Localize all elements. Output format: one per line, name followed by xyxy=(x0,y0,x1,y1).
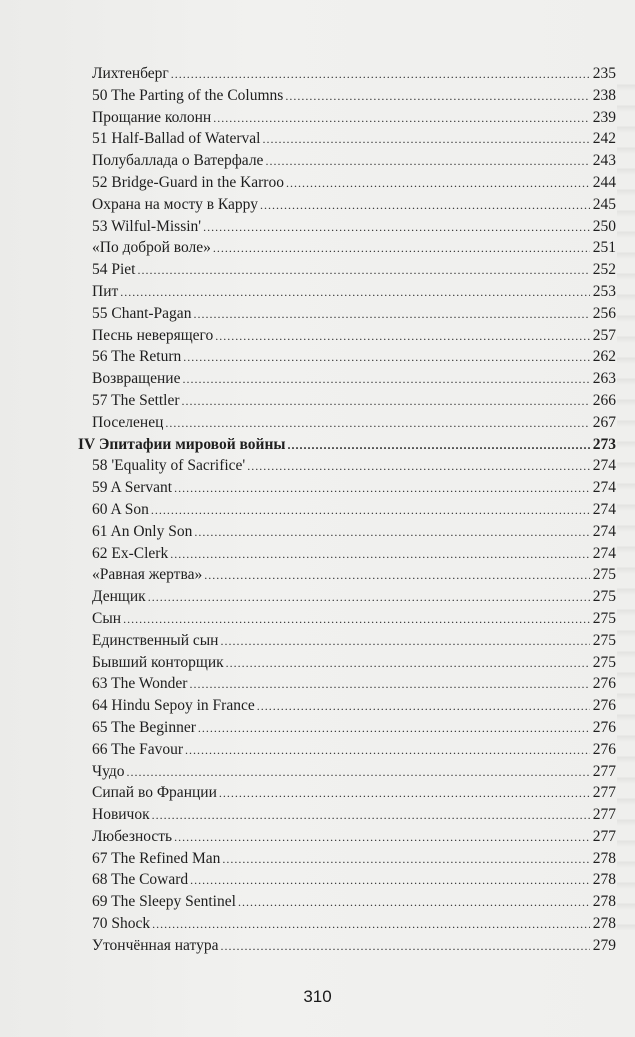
toc-entry-page: 279 xyxy=(592,936,616,954)
toc-entry-page: 251 xyxy=(592,239,616,257)
dot-leader xyxy=(219,783,590,805)
toc-entry-title: Возвращение xyxy=(92,370,181,388)
toc-entry-title: Полубаллада о Ватерфале xyxy=(92,152,264,170)
toc-entry-title: «Равная жертва» xyxy=(92,566,203,584)
toc-entry-title: 56 The Return xyxy=(92,348,182,366)
toc-entry xyxy=(78,608,616,630)
toc-entry xyxy=(78,128,616,150)
dot-leader xyxy=(215,326,590,348)
toc-entry-page: 277 xyxy=(592,762,616,780)
toc-entry xyxy=(78,739,616,761)
toc-entry xyxy=(78,521,616,543)
dot-leader xyxy=(185,740,590,762)
toc-entry-page: 276 xyxy=(592,675,616,693)
toc-entry-page: 276 xyxy=(592,740,616,758)
toc-entry xyxy=(78,804,616,826)
toc-entry-title: 61 An Only Son xyxy=(92,522,193,540)
toc-entry xyxy=(78,630,616,652)
toc-entry-page: 276 xyxy=(592,697,616,715)
toc-entry-page: 239 xyxy=(592,108,616,126)
toc-entry-title: 59 A Servant xyxy=(92,479,173,497)
toc-entry xyxy=(78,455,616,477)
dot-leader xyxy=(171,64,590,86)
toc-entry-title: Поселенец xyxy=(92,413,164,431)
dot-leader xyxy=(194,522,590,544)
toc-entry-title: 54 Piet xyxy=(92,261,136,279)
dot-leader xyxy=(238,892,590,914)
toc-entry xyxy=(78,499,616,521)
toc-entry-title: Сын xyxy=(92,609,122,627)
dot-leader xyxy=(152,914,590,936)
toc-entry xyxy=(78,390,616,412)
toc-entry-title: 62 Ex-Clerk xyxy=(92,544,169,562)
toc-entry-page: 250 xyxy=(592,217,616,235)
toc-entry-page: 267 xyxy=(592,413,616,431)
dot-leader xyxy=(182,369,590,391)
toc-entry-page: 245 xyxy=(592,195,616,213)
toc-entry-page: 277 xyxy=(592,806,616,824)
dot-leader xyxy=(120,282,590,304)
toc-entry-title: 70 Shock xyxy=(92,915,151,933)
toc-entry xyxy=(78,935,616,957)
toc-entry-title: Пит xyxy=(92,282,119,300)
toc-entry-page: 277 xyxy=(592,784,616,802)
toc-entry-page: 275 xyxy=(592,609,616,627)
toc-entry xyxy=(78,673,616,695)
toc-entry-title: 68 The Coward xyxy=(92,871,189,889)
dot-leader xyxy=(148,587,590,609)
toc-entry xyxy=(78,412,616,434)
dot-leader xyxy=(203,217,590,239)
toc-entry-page: 278 xyxy=(592,915,616,933)
toc-entry xyxy=(78,368,616,390)
dot-leader xyxy=(260,195,590,217)
dot-leader xyxy=(170,544,590,566)
toc-entry-page: 262 xyxy=(592,348,616,366)
bleed-through-shadow xyxy=(617,70,635,930)
toc-entry-page: 274 xyxy=(592,544,616,562)
toc-entry-title: 50 The Parting of the Columns xyxy=(92,86,284,104)
toc-entry xyxy=(78,194,616,216)
toc-entry-page: 266 xyxy=(592,391,616,409)
dot-leader xyxy=(174,827,590,849)
toc-entry-page: 278 xyxy=(592,871,616,889)
toc-entry-page: 273 xyxy=(592,435,616,453)
toc-entry-page: 256 xyxy=(592,304,616,322)
toc-entry-title: 64 Hindu Sepoy in France xyxy=(92,697,255,715)
toc-entry-title: Песнь неверящего xyxy=(92,326,214,344)
dot-leader xyxy=(165,413,590,435)
dot-leader xyxy=(247,456,590,478)
toc-entry xyxy=(78,695,616,717)
toc-entry-title: 63 The Wonder xyxy=(92,675,188,693)
toc-entry-page: 274 xyxy=(592,500,616,518)
dot-leader xyxy=(287,435,590,457)
toc-entry xyxy=(78,652,616,674)
toc-entry-page: 257 xyxy=(592,326,616,344)
toc-entry-title: Лихтенберг xyxy=(92,65,169,82)
toc-entry-title: 55 Chant-Pagan xyxy=(92,304,192,322)
dot-leader xyxy=(222,849,590,871)
toc-entry xyxy=(78,586,616,608)
dot-leader xyxy=(126,762,590,784)
dot-leader xyxy=(138,260,591,282)
toc-entry xyxy=(78,477,616,499)
toc-entry-title: Новичок xyxy=(92,806,150,824)
toc-entry-title: Любезность xyxy=(92,827,173,845)
toc-section-heading xyxy=(78,434,616,456)
toc-entry-page: 274 xyxy=(592,522,616,540)
toc-entry-title: 67 The Refined Man xyxy=(92,849,221,867)
toc-entry xyxy=(78,172,616,194)
toc-entry-page: 275 xyxy=(592,588,616,606)
toc-entry xyxy=(78,717,616,739)
toc-entry-page: 274 xyxy=(592,479,616,497)
toc-entry xyxy=(78,63,616,85)
toc-entry xyxy=(78,303,616,325)
toc-entry-title: Единственный сын xyxy=(92,631,219,649)
toc-entry xyxy=(78,150,616,172)
dot-leader xyxy=(285,86,590,108)
toc-entry-title: 57 The Settler xyxy=(92,391,180,409)
dot-leader xyxy=(204,565,590,587)
dot-leader xyxy=(262,129,590,151)
toc-entry xyxy=(78,85,616,107)
toc-entry xyxy=(78,216,616,238)
dot-leader xyxy=(226,653,590,675)
toc-entry-page: 252 xyxy=(592,261,616,279)
toc-entry-title: Прощание колонн xyxy=(92,108,212,126)
toc-entry-title: 66 The Favour xyxy=(92,740,183,758)
toc-entry-page: 253 xyxy=(592,282,616,300)
toc-entry-title: 69 The Sleepy Sentinel xyxy=(92,893,236,911)
toc-entry xyxy=(78,543,616,565)
toc-entry xyxy=(78,848,616,870)
toc-entry-title: Денщик xyxy=(92,588,146,606)
toc-entry-title: Утончённая натура xyxy=(92,936,219,954)
dot-leader xyxy=(220,631,590,653)
toc-entry-title: 53 Wilful-Missin' xyxy=(92,217,202,235)
dot-leader xyxy=(151,500,590,522)
dot-leader xyxy=(213,238,590,260)
toc-entry-page: 275 xyxy=(592,631,616,649)
toc-entry-title: Охрана на мосту в Карру xyxy=(92,195,258,213)
toc-entry-page: 263 xyxy=(592,370,616,388)
dot-leader xyxy=(265,151,590,173)
dot-leader xyxy=(257,696,590,718)
toc-entry xyxy=(78,869,616,891)
dot-leader xyxy=(193,304,590,326)
toc-entry-title: «По доброй воле» xyxy=(92,239,211,257)
toc-entry xyxy=(78,237,616,259)
toc-entry xyxy=(78,761,616,783)
toc-entry xyxy=(78,325,616,347)
dot-leader xyxy=(190,870,590,892)
toc-entry xyxy=(78,346,616,368)
dot-leader xyxy=(286,173,590,195)
dot-leader xyxy=(182,391,590,413)
page-number: 310 xyxy=(303,987,332,1006)
toc-entry xyxy=(78,107,616,129)
toc-entry-title: Бывший конторщик xyxy=(92,653,224,671)
toc-entry-page: 276 xyxy=(592,718,616,736)
dot-leader xyxy=(152,805,590,827)
toc-entry xyxy=(78,281,616,303)
toc-entry xyxy=(78,826,616,848)
table-of-contents xyxy=(78,63,616,957)
toc-entry-title: Сипай во Франции xyxy=(92,784,217,802)
toc-entry-title: 65 The Beginner xyxy=(92,718,196,736)
toc-entry-page: 238 xyxy=(592,86,616,104)
toc-entry-page: 274 xyxy=(592,457,616,475)
toc-entry-page: 278 xyxy=(592,849,616,867)
dot-leader xyxy=(123,609,590,631)
toc-entry xyxy=(78,259,616,281)
toc-entry-page: 275 xyxy=(592,653,616,671)
toc-entry-page: 242 xyxy=(592,130,616,148)
toc-entry-page: 235 xyxy=(592,65,616,82)
toc-entry-title: 58 'Equality of Sacrifice' xyxy=(92,457,246,475)
toc-entry xyxy=(78,891,616,913)
dot-leader xyxy=(198,718,590,740)
toc-entry xyxy=(78,913,616,935)
toc-entry xyxy=(78,564,616,586)
toc-entry-page: 243 xyxy=(592,152,616,170)
toc-entry-page: 275 xyxy=(592,566,616,584)
toc-entry xyxy=(78,782,616,804)
toc-entry-page: 244 xyxy=(592,173,616,191)
dot-leader xyxy=(189,674,590,696)
toc-entry-page: 277 xyxy=(592,827,616,845)
toc-entry-title: 51 Half-Ballad of Waterval xyxy=(92,130,261,148)
dot-leader xyxy=(174,478,590,500)
dot-leader xyxy=(220,936,590,958)
toc-entry-title: Чудо xyxy=(92,762,125,780)
dot-leader xyxy=(183,347,590,369)
toc-entry-title: IV Эпитафии мировой войны xyxy=(78,435,286,453)
toc-entry-title: 52 Bridge-Guard in the Karroo xyxy=(92,173,284,191)
dot-leader xyxy=(213,108,590,130)
toc-entry-page: 278 xyxy=(592,893,616,911)
toc-entry-title: 60 A Son xyxy=(92,500,149,518)
